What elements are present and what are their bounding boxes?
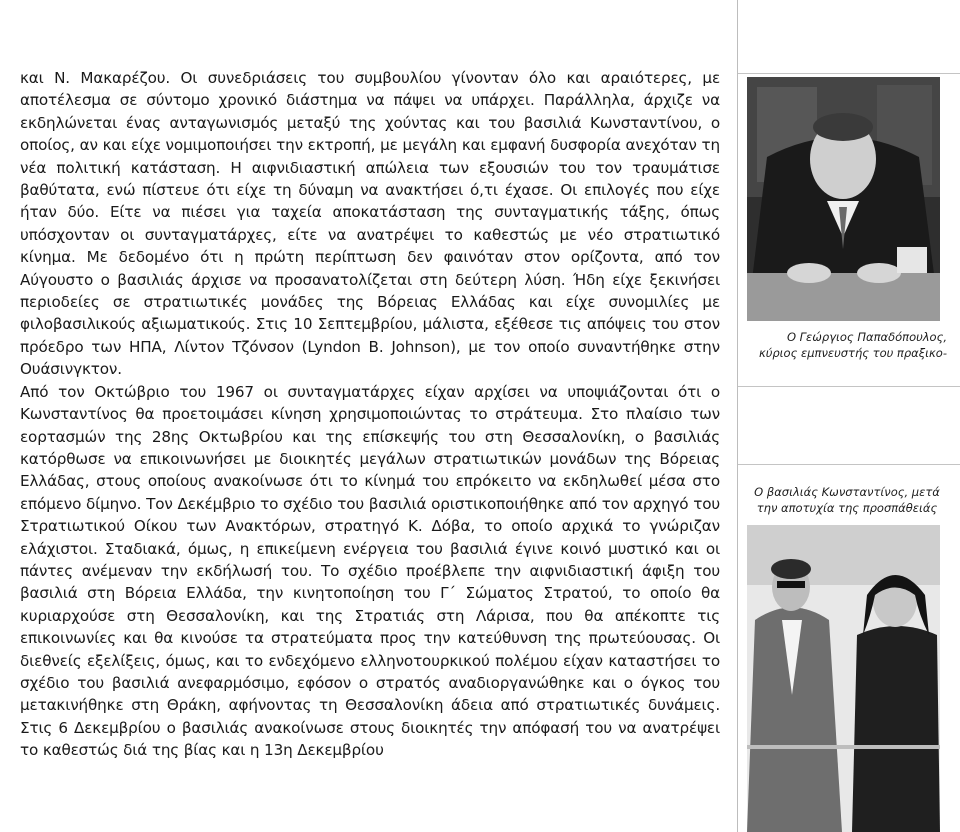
article-body (20, 67, 720, 762)
paragraph: Από τον Οκτώβριο του 1967 οι συνταγματάρχες είχαν αρχίσει να υποψιάζονται ότι ο Κωνσταντίνος θα προετοιμάσει κίνηση χρησιμοποιώντας το στράτευμα. Στο πλαίσιο των εορτασμών της 28ης Οκτωβρίου και της επίσκεψής του στη Θεσσαλονίκη, ο βασιλιάς κατόρθωσε να επικοινωνήσει με διοικητές μεγάλων στρατιωτικών μονάδων της Βόρειας Ελλάδας, στους οποίους ανακοίνωσε ότι το κίνημά του επρόκειτο να εκδηλωθεί μέσα στο επόμενο δίμηνο. Τον Δεκέμβριο το σχέδιο του βασιλιά οριστικοποιήθηκε από τον αρχηγό του Στρατιωτικού Οίκου των Ανακτόρων, στρατηγό Κ. Δόβα, το οποίο αρχικά το γνώριζαν ελάχιστοι. Σταδιακά, όμως, η επικείμενη ενέργεια του βασιλιά έγινε κοινό μυστικό και οι πάντες ανέμεναν την εκδήλωσή του. Το σχέδιο προέβλεπε την αιφνιδιαστική άφιξη του βασιλιά στη Βόρεια Ελλάδα, την κινητοποίηση του Γ΄ Σώματος Στρατού, το οποίο θα κυριαρχούσε στη Θεσσαλονίκη, και της Στρατιάς στη Λάρισα, που θα απέκοπτε τις επικοινωνίες και θα κινούσε τα στρατεύματα προς την κατεύθυνση της πρωτεύουσας. Οι διεθνείς εξελίξεις, όμως, και το ενδεχόμενο ελληνοτουρκικού πολέμου είχαν καταστήσει το σχέδιο του βασιλιά ανεφαρμόσιμο, εφόσον ο στρατός αναδιοργανώθηκε και ο όγκος του μετακινήθηκε στη Θράκη, αφήνοντας τη Θεσσαλονίκη άδεια από στρατιωτικές δυνάμεις. Στις 6 Δεκεμβρίου ο βασιλιάς ανακοίνωσε στους διοικητές την απόφασή του να ανατρέψει το καθεστώς διά της βίας και η 13η Δεκεμβρίου (20, 382, 720, 760)
sidebar-top-rule (738, 73, 960, 74)
konstantinos-photo (747, 525, 940, 832)
papadopoulos-photo (747, 77, 940, 321)
caption-rule-1 (738, 386, 960, 387)
caption-rule-2 (738, 464, 960, 465)
konstantinos-caption: Ο βασιλιάς Κωνσταντίνος, μετά την αποτυχία της προσπάθειάς (754, 485, 940, 515)
papadopoulos-caption: Ο Γεώργιος Παπαδόπουλος, κύριος εμπνευστής του πραξικο- (758, 330, 947, 360)
paragraph: και Ν. Μακαρέζου. Οι συνεδριάσεις του συμβουλίου γίνονταν όλο και αραιότερες, με αποτέλεσμα σε σύντομο χρονικό διάστημα να πάψει να υπάρχει. Παράλληλα, άρχιζε να εκδηλώνεται ένας ανταγωνισμός μεταξύ της χούντας και του βασιλιά Κωνσταντίνου, ο οποίος, αν και είχε νομιμοποιήσει την εκτροπή, με μεγάλη και εμφανή δυσφορία ανεχόταν τη νέα πολιτική κατάσταση. Η αιφνιδιαστική απώλεια των εξουσιών του τον τραυμάτισε βαθύτατα, ενώ πίστευε ότι είχε τη δύναμη να ανακτήσει ό,τι έχασε. Οι επιλογές που είχε ήταν δύο. Είτε να πιέσει για ταχεία αποκατάσταση της συνταγματικής τάξης, όπως υπόσχονταν οι συνταγματάρχες, είτε να ανατρέψει το καθεστώς με νέο στρατιωτικό κίνημα. Με δεδομένο ότι η πρώτη περίπτωση δεν φαινόταν στον ορίζοντα, από τον Αύγουστο ο βασιλιάς άρχισε να προσανατολίζεται στη δεύτερη λύση. Ήδη είχε ξεκινήσει περιοδείες σε στρατιωτικές μονάδες της Βόρειας Ελλάδας και είχε συνομιλίες με φιλοβασιλικούς αξιωματικούς. Στις 10 Σεπτεμβρίου, μάλιστα, εξέθεσε τις απόψεις του στον πρόεδρο των ΗΠΑ, Λίντον Τζόνσον (Lyndon B. Johnson), με τον οποίο συναντήθηκε στην Ουάσινγκτον. (20, 69, 720, 379)
column-divider (737, 0, 738, 832)
